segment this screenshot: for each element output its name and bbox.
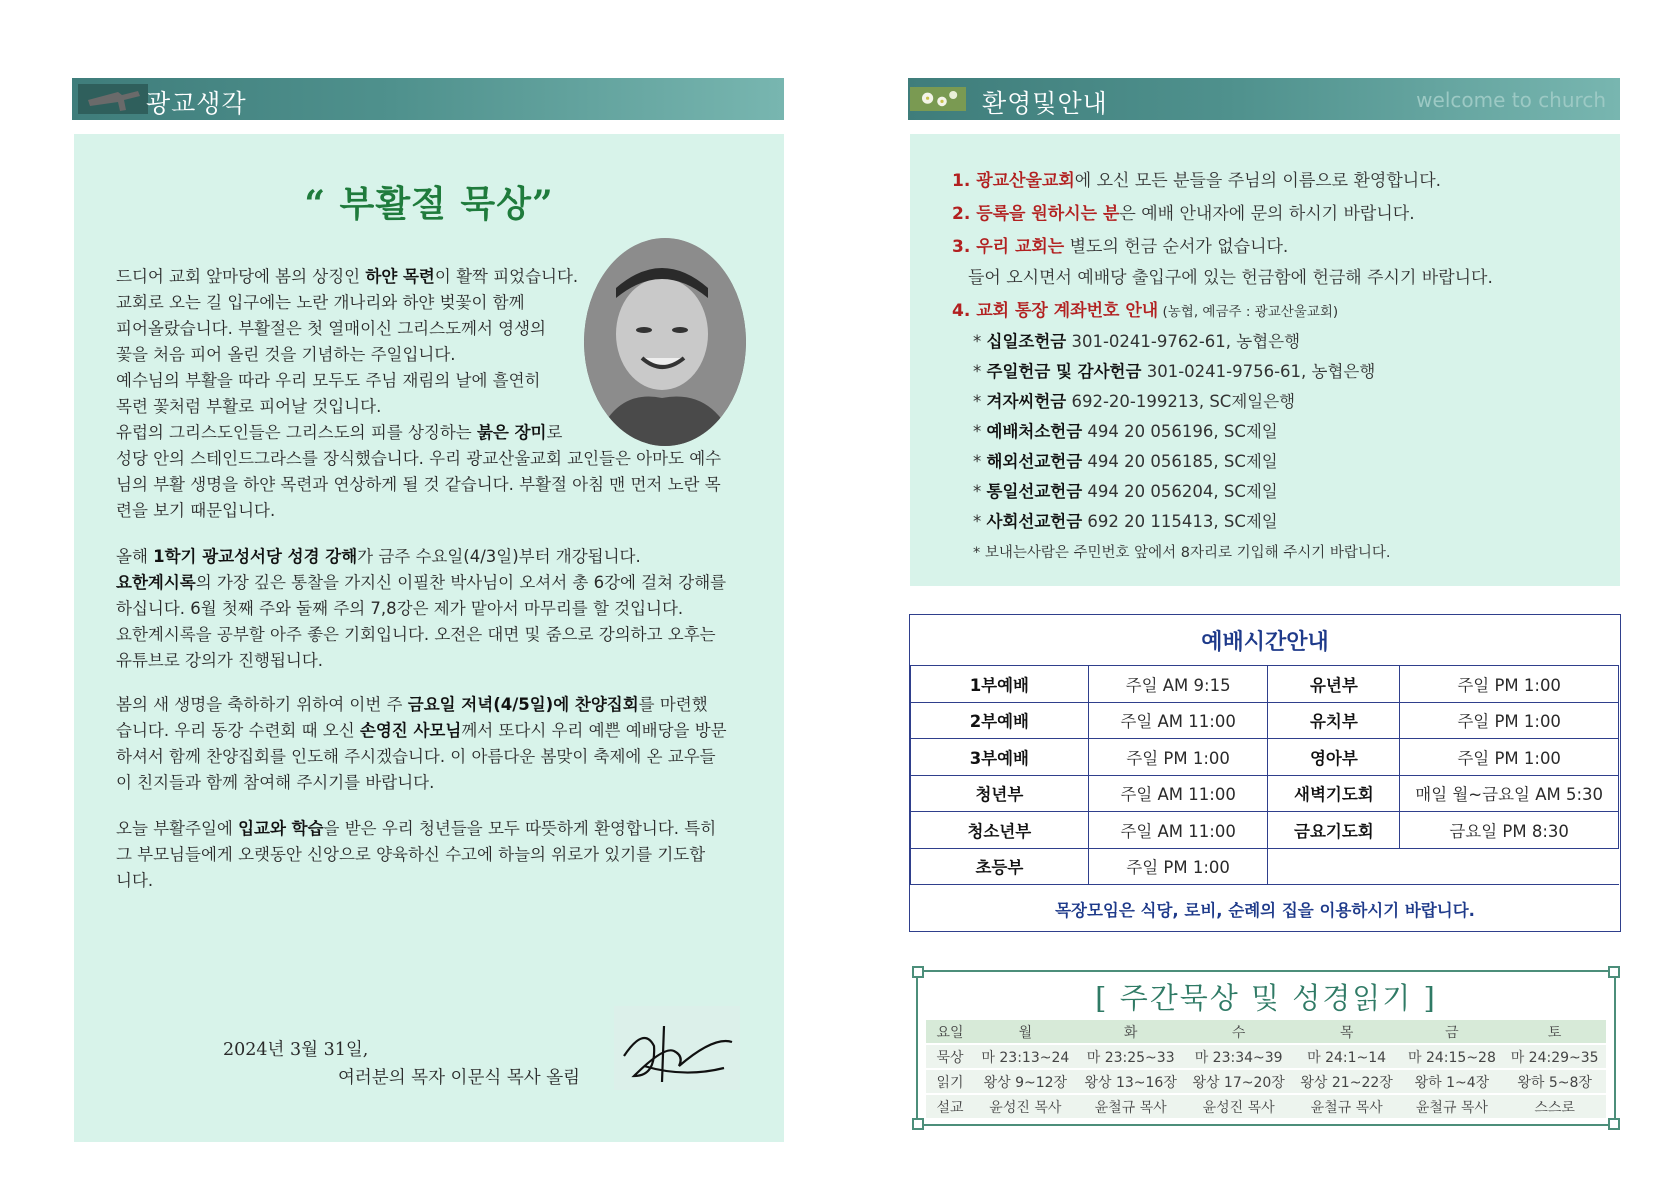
line-text: 목련 꽃처럼 부활로 피어날 것입니다.	[116, 397, 382, 416]
article-line	[116, 498, 721, 524]
account-name: 주일헌금 및 감사헌금	[986, 362, 1142, 381]
worship-row	[911, 739, 1619, 776]
weekly-reading-box	[912, 966, 1620, 1130]
left-header-bar	[72, 78, 784, 120]
reading-row	[926, 1069, 1606, 1094]
line-text: 이 친지들과 함께 참여해 주시기를 바랍니다.	[116, 773, 435, 792]
welcome-line-4-text: (농협, 예금주 : 광교산울교회)	[1158, 304, 1339, 320]
reading-cell: 왕상 21~22장	[1293, 1069, 1401, 1094]
article-line	[116, 596, 726, 622]
welcome-line-4	[952, 296, 1338, 321]
reading-cell: 마 24:29~35	[1503, 1044, 1606, 1069]
line-text: 피어올랐습니다. 부활절은 첫 열매이신 그리스도께서 영생의	[116, 319, 546, 338]
service-name: 금요기도회	[1268, 812, 1400, 849]
service-name: 새벽기도회	[1268, 775, 1400, 812]
service-name: 2부예배	[911, 702, 1089, 739]
account-info: 301-0241-9762-61, 농협은행	[1066, 332, 1301, 351]
service-name: 청년부	[911, 775, 1089, 812]
worship-row	[911, 775, 1619, 812]
reading-cell: 마 23:34~39	[1185, 1044, 1293, 1069]
worship-row	[911, 812, 1619, 849]
reading-cell: 윤성진 목사	[974, 1094, 1077, 1119]
account-note: * 보내는사람은 주민번호 앞에서 8자리로 기입해 주시기 바랍니다.	[973, 545, 1391, 561]
article-line	[116, 868, 716, 894]
welcome-line-3b: 들어 오시면서 예배당 출입구에 있는 헌금함에 헌금해 주시기 바랍니다.	[968, 268, 1493, 288]
reading-cell: 목	[1293, 1020, 1401, 1044]
reading-cell: 마 24:15~28	[1401, 1044, 1504, 1069]
line-text: 의 가장 깊은 통찰을 가지신 이필찬 박사님이 오셔서 총 6강에 걸쳐 강해를	[195, 573, 727, 592]
article-line	[116, 342, 721, 368]
service-name: 유치부	[1268, 702, 1400, 739]
reading-row-label: 요일	[926, 1020, 974, 1044]
line-text: 련을 보기 때문입니다.	[116, 501, 276, 520]
reading-cell: 마 24:1~14	[1293, 1044, 1401, 1069]
service-time: 금요일 PM 8:30	[1400, 812, 1619, 849]
emphasis-text: 1학기 광교성서당 성경 강해	[153, 547, 358, 566]
service-time: 주일 PM 1:00	[1400, 666, 1619, 703]
line-text: 올해	[116, 547, 154, 566]
article-line	[116, 692, 727, 718]
article-paragraph-3	[116, 692, 727, 796]
article-line	[116, 816, 716, 842]
article-paragraph-2	[116, 544, 726, 674]
line-text: 습니다. 우리 동강 수련회 때 오신	[116, 721, 360, 740]
article-title: “ 부활절 묵상”	[304, 183, 554, 225]
welcome-line-1-highlight: 1. 광교산울교회	[952, 171, 1075, 191]
empty-cell	[1268, 848, 1619, 885]
emphasis-text: 요한계시록	[116, 573, 196, 592]
line-text: 께서 또다시 우리 예쁜 예배당을 방문	[461, 721, 727, 740]
service-time: 주일 PM 1:00	[1088, 739, 1268, 776]
reading-row	[926, 1044, 1606, 1069]
service-time: 주일 PM 1:00	[1400, 702, 1619, 739]
service-time: 매일 월~금요일 AM 5:30	[1400, 775, 1619, 812]
article-line	[116, 744, 727, 770]
welcome-line-2-text: 은 예배 안내자에 문의 하시기 바랍니다.	[1119, 204, 1415, 224]
account-row: * 예배처소헌금 494 20 056196, SC제일	[973, 422, 1278, 441]
reading-row-label: 읽기	[926, 1069, 974, 1094]
worship-row	[911, 666, 1619, 703]
article-line	[116, 648, 726, 674]
service-time: 주일 AM 9:15	[1088, 666, 1268, 703]
article-line	[116, 420, 721, 446]
article-line	[116, 316, 721, 342]
article-line	[116, 472, 721, 498]
reading-cell: 윤성진 목사	[1185, 1094, 1293, 1119]
article-line	[116, 394, 721, 420]
signature-date: 2024년 3월 31일,	[223, 1040, 369, 1060]
reading-cell: 금	[1401, 1020, 1504, 1044]
welcome-line-3-text: 별도의 헌금 순서가 없습니다.	[1064, 237, 1289, 257]
article-line	[116, 264, 721, 290]
account-info: 494 20 056204, SC제일	[1082, 482, 1278, 501]
cross-icon	[78, 84, 148, 114]
welcome-line-1	[952, 166, 1441, 191]
reading-header-row	[926, 1020, 1606, 1044]
right-header-bar	[908, 78, 1620, 120]
account-name: 십일조헌금	[986, 332, 1067, 351]
account-info: 301-0241-9756-61, 농협은행	[1141, 362, 1376, 381]
line-text: 요한계시록을 공부할 아주 좋은 기회입니다. 오전은 대면 및 줌으로 강의하고 오후는	[116, 625, 716, 644]
article-line	[116, 718, 727, 744]
line-text: 유튜브로 강의가 진행됩니다.	[116, 651, 324, 670]
emphasis-text: 하얀 목련	[365, 267, 435, 286]
line-text: 로	[546, 423, 563, 442]
line-text: 꽃을 처음 피어 올린 것을 기념하는 주일입니다.	[116, 345, 456, 364]
frame-corner	[1608, 1118, 1620, 1130]
account-row: * 주일헌금 및 감사헌금 301-0241-9756-61, 농협은행	[973, 362, 1376, 381]
service-name: 유년부	[1268, 666, 1400, 703]
account-info: 494 20 056196, SC제일	[1082, 422, 1278, 441]
article-line	[116, 290, 721, 316]
article-paragraph-1	[116, 264, 721, 524]
right-header-title: 환영및안내	[982, 89, 1108, 118]
reading-cell: 토	[1503, 1020, 1606, 1044]
line-text: 가 금주 수요일(4/3일)부터 개강됩니다.	[357, 547, 641, 566]
service-name: 영아부	[1268, 739, 1400, 776]
article-line	[116, 446, 721, 472]
service-name: 청소년부	[911, 812, 1089, 849]
reading-cell: 윤철규 목사	[1077, 1094, 1185, 1119]
account-name: 해외선교헌금	[986, 452, 1083, 471]
reading-cell: 수	[1185, 1020, 1293, 1044]
service-time: 주일 PM 1:00	[1088, 848, 1268, 885]
emphasis-text: 입교와 학습	[238, 819, 324, 838]
welcome-line-3-highlight: 3. 우리 교회는	[952, 237, 1065, 257]
welcome-line-4-highlight: 4. 교회 통장 계좌번호 안내	[952, 301, 1159, 321]
signature-name: 여러분의 목자 이문식 목사 올림	[338, 1068, 581, 1088]
reading-row-label: 묵상	[926, 1044, 974, 1069]
line-text: 성당 안의 스테인드그라스를 장식했습니다. 우리 광교산울교회 교인들은 아마도 예수	[116, 449, 722, 468]
signature-image	[614, 1006, 740, 1090]
line-text: 를 마련했	[638, 695, 708, 714]
account-row: * 통일선교헌금 494 20 056204, SC제일	[973, 482, 1278, 501]
reading-row	[926, 1094, 1606, 1119]
reading-cell: 월	[974, 1020, 1077, 1044]
article-line	[116, 570, 726, 596]
line-text: 이 활짝 피었습니다.	[434, 267, 579, 286]
worship-table	[910, 665, 1619, 885]
service-name: 3부예배	[911, 739, 1089, 776]
line-text: 오늘 부활주일에	[116, 819, 239, 838]
article-paragraph-4	[116, 816, 716, 894]
reading-cell: 마 23:13~24	[974, 1044, 1077, 1069]
account-row: * 겨자씨헌금 692-20-199213, SC제일은행	[973, 392, 1296, 411]
service-time: 주일 AM 11:00	[1088, 812, 1268, 849]
welcome-line-2	[952, 199, 1415, 224]
article-line	[116, 842, 716, 868]
emphasis-text: 손영진 사모님	[359, 721, 462, 740]
article-line	[116, 770, 727, 796]
service-time: 주일 AM 11:00	[1088, 702, 1268, 739]
service-name: 1부예배	[911, 666, 1089, 703]
service-name: 초등부	[911, 848, 1089, 885]
line-text: 하셔서 함께 찬양집회를 인도해 주시겠습니다. 이 아름다운 봄맞이 축제에 온 교우들	[116, 747, 716, 766]
article-line	[116, 622, 726, 648]
worship-title: 예배시간안내	[1201, 630, 1329, 655]
account-name: 겨자씨헌금	[986, 392, 1067, 411]
reading-cell: 마 23:25~33	[1077, 1044, 1185, 1069]
account-info: 692 20 115413, SC제일	[1082, 512, 1278, 531]
service-time: 주일 AM 11:00	[1088, 775, 1268, 812]
worship-note: 목장모임은 식당, 로비, 순례의 집을 이용하시기 바랍니다.	[1055, 901, 1475, 920]
account-info: 692-20-199213, SC제일은행	[1066, 392, 1296, 411]
reading-table	[926, 1020, 1606, 1120]
reading-row-label: 설교	[926, 1094, 974, 1119]
line-text: 하십니다. 6월 첫째 주와 둘째 주의 7,8강은 제가 맡아서 마무리를 할 것입니다.	[116, 599, 684, 618]
welcome-line-3	[952, 232, 1288, 257]
account-info: 494 20 056185, SC제일	[1082, 452, 1278, 471]
line-text: 니다.	[116, 871, 154, 890]
account-name: 사회선교헌금	[986, 512, 1083, 531]
line-text: 님의 부활 생명을 하얀 목련과 연상하게 될 것 같습니다. 부활절 아침 맨 먼저 노란 목	[116, 475, 721, 494]
worship-schedule	[909, 614, 1621, 932]
worship-row	[911, 702, 1619, 739]
account-row: * 사회선교헌금 692 20 115413, SC제일	[973, 512, 1278, 531]
reading-title: [ 주간묵상 및 성경읽기 ]	[1095, 981, 1437, 1015]
worship-row	[911, 848, 1619, 885]
article-line	[116, 368, 721, 394]
welcome-line-2-highlight: 2. 등록을 원하시는 분	[952, 204, 1120, 224]
line-text: 교회로 오는 길 입구에는 노란 개나리와 하얀 벚꽃이 함께	[116, 293, 525, 312]
reading-cell: 왕상 17~20장	[1185, 1069, 1293, 1094]
emphasis-text: 붉은 장미	[476, 423, 547, 442]
flower-icon	[910, 80, 966, 118]
line-text: 드디어 교회 앞마당에 봄의 상징인	[116, 267, 366, 286]
line-text: 을 받은 우리 청년들을 모두 따뜻하게 환영합니다. 특히	[323, 819, 717, 838]
left-header-title: 광교생각	[146, 89, 247, 118]
account-name: 예배처소헌금	[986, 422, 1083, 441]
reading-cell: 왕하 1~4장	[1401, 1069, 1504, 1094]
reading-cell: 왕상 13~16장	[1077, 1069, 1185, 1094]
account-row: * 십일조헌금 301-0241-9762-61, 농협은행	[973, 332, 1301, 351]
welcome-line-1-text: 에 오신 모든 분들을 주님의 이름으로 환영합니다.	[1074, 171, 1442, 191]
line-text: 유럽의 그리스도인들은 그리스도의 피를 상징하는	[116, 423, 477, 442]
right-header-subtitle: welcome to church	[1416, 88, 1606, 112]
reading-cell: 스스로	[1503, 1094, 1606, 1119]
reading-cell: 화	[1077, 1020, 1185, 1044]
account-row: * 해외선교헌금 494 20 056185, SC제일	[973, 452, 1278, 471]
reading-cell: 윤철규 목사	[1401, 1094, 1504, 1119]
frame-corner	[912, 1118, 924, 1130]
reading-cell: 왕상 9~12장	[974, 1069, 1077, 1094]
line-text: 봄의 새 생명을 축하하기 위하여 이번 주	[116, 695, 408, 714]
line-text: 그 부모님들에게 오랫동안 신앙으로 양육하신 수고에 하늘의 위로가 있기를 기도합	[116, 845, 706, 864]
emphasis-text: 금요일 저녁(4/5일)에 찬양집회	[407, 695, 639, 714]
reading-cell: 왕하 5~8장	[1503, 1069, 1606, 1094]
line-text: 예수님의 부활을 따라 우리 모두도 주님 재림의 날에 흘연히	[116, 371, 541, 390]
article-line	[116, 544, 726, 570]
service-time: 주일 PM 1:00	[1400, 739, 1619, 776]
account-name: 통일선교헌금	[986, 482, 1083, 501]
reading-cell: 윤철규 목사	[1293, 1094, 1401, 1119]
